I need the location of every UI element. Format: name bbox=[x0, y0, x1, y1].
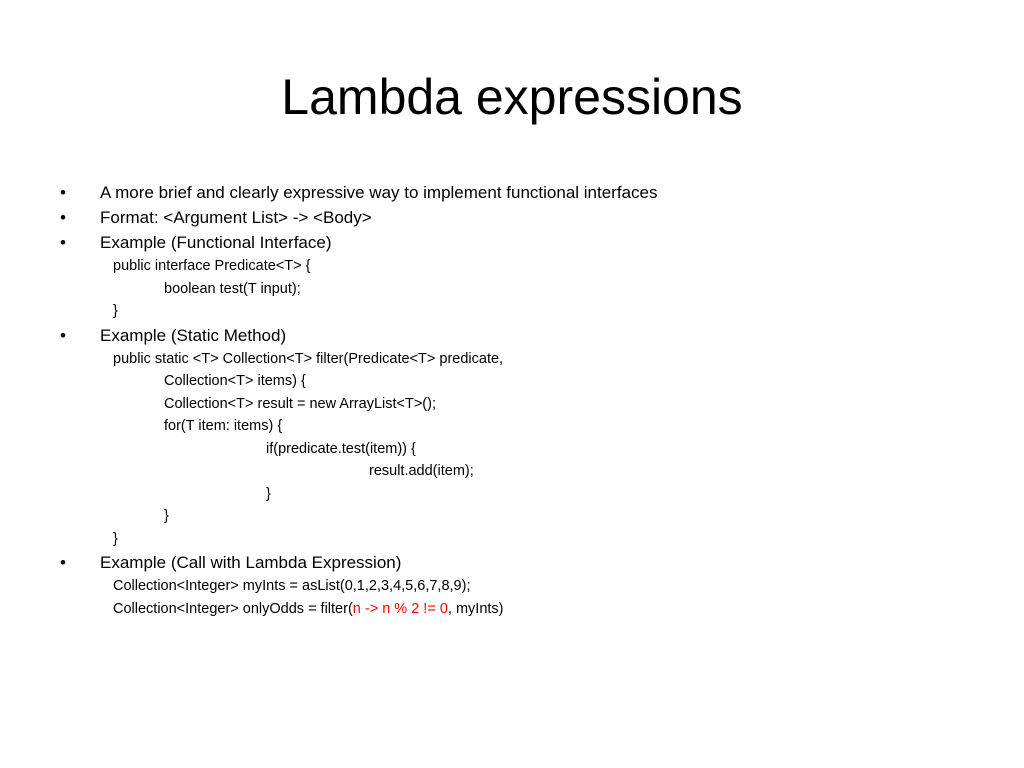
bullet-item bbox=[60, 230, 980, 255]
slide-content bbox=[60, 180, 980, 620]
bullet-item bbox=[60, 205, 980, 230]
code-line: for(T item: items) { bbox=[164, 418, 283, 434]
bullet-dot-icon: • bbox=[60, 233, 66, 252]
bullet-text: Example (Static Method) bbox=[100, 325, 287, 345]
lambda-expression-highlight: n -> n % 2 != 0 bbox=[352, 600, 448, 617]
bullet-dot-icon: • bbox=[60, 553, 66, 572]
bullet-text: Example (Call with Lambda Expression) bbox=[100, 553, 402, 572]
bullet-text: Format: <Argument List> -> <Body> bbox=[100, 208, 372, 227]
code-suffix: , myInts) bbox=[447, 600, 504, 617]
code-line: result.add(item); bbox=[369, 463, 474, 479]
code-line: } bbox=[164, 508, 169, 524]
bullet-text: A more brief and clearly expressive way to implement functional interfaces bbox=[100, 183, 658, 202]
bullet-dot-icon: • bbox=[60, 208, 66, 227]
code-line: } bbox=[113, 303, 118, 319]
code-prefix: Collection<Integer> onlyOdds = filter( bbox=[113, 600, 353, 617]
bullet-item bbox=[60, 550, 980, 575]
bullet-text: Example (Functional Interface) bbox=[100, 233, 332, 252]
bullet-item bbox=[60, 180, 980, 205]
bullet-item bbox=[60, 323, 980, 348]
code-line: Collection<Integer> myInts = asList(0,1,2,3,4,5,6,7,8,9); bbox=[113, 578, 471, 594]
code-line: boolean test(T input); bbox=[164, 280, 301, 297]
code-line: if(predicate.test(item)) { bbox=[266, 440, 416, 457]
code-line: } bbox=[113, 530, 118, 547]
code-line: } bbox=[266, 485, 271, 502]
bullet-dot-icon: • bbox=[60, 183, 66, 202]
code-line: Collection<T> items) { bbox=[164, 373, 306, 389]
code-line: Collection<T> result = new ArrayList<T>(); bbox=[164, 395, 436, 412]
slide-title: Lambda expressions bbox=[281, 69, 743, 125]
code-line: public static <T> Collection<T> filter(Predicate<T> predicate, bbox=[113, 350, 504, 367]
bullet-dot-icon: • bbox=[60, 325, 66, 345]
code-line-lambda-call bbox=[60, 598, 980, 621]
code-line: public interface Predicate<T> { bbox=[113, 258, 311, 274]
